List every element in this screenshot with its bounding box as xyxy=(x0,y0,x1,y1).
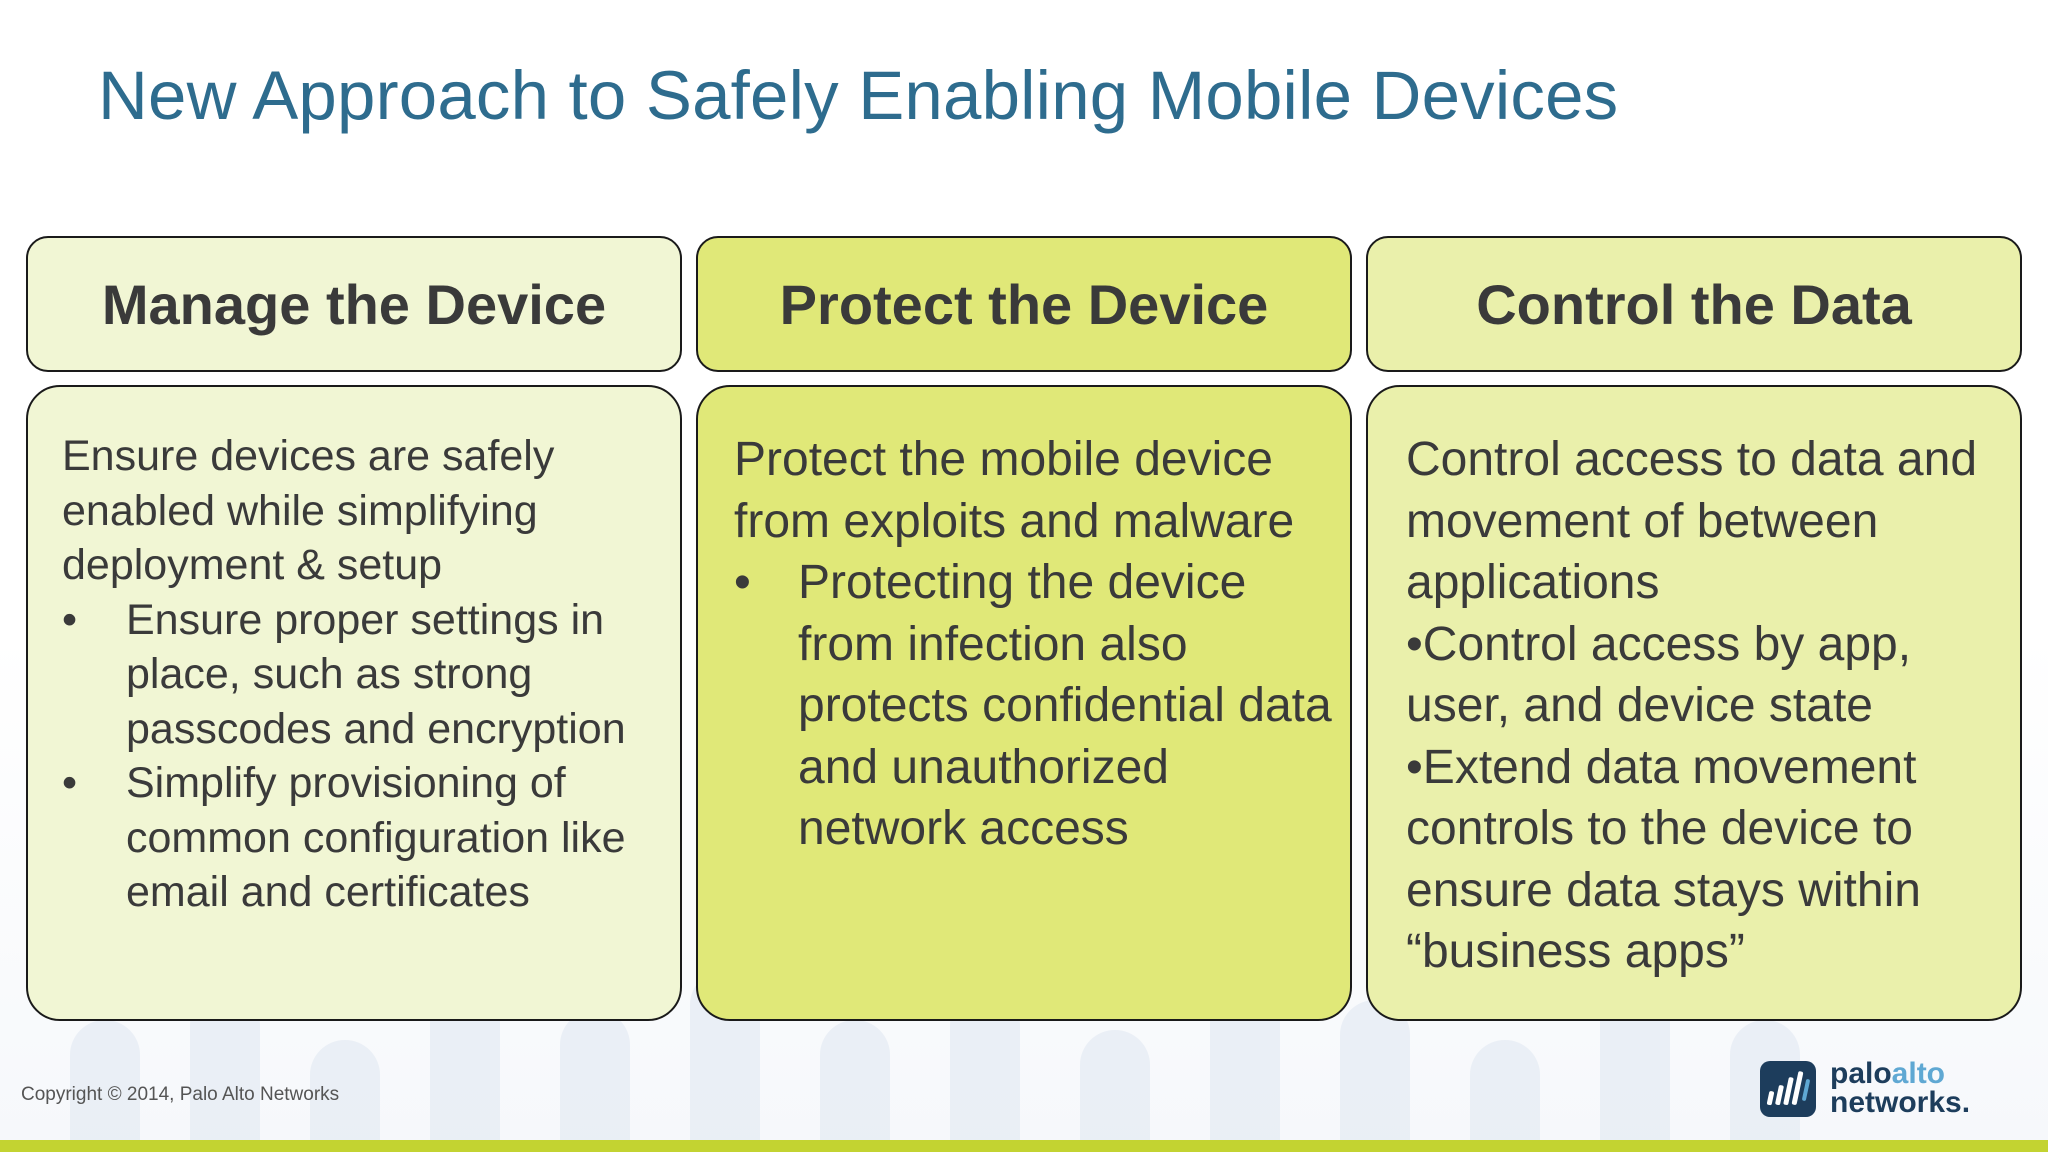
list-item xyxy=(62,756,660,920)
footer-accent-bar xyxy=(0,1140,2048,1152)
column-intro: Ensure devices are safely enabled while simplifying deployment & setup xyxy=(62,432,555,589)
logo-word-alto: alto xyxy=(1891,1057,1946,1090)
bullet-list xyxy=(62,593,660,920)
column-body xyxy=(26,385,682,1021)
list-item xyxy=(734,552,1334,860)
palo-alto-networks-logo-icon xyxy=(1760,1061,1816,1117)
column-body xyxy=(696,385,1352,1021)
column-intro: Protect the mobile device from exploits and malware xyxy=(734,433,1295,548)
column-header: Control the Data xyxy=(1366,236,2022,372)
bullet-marker: • xyxy=(734,556,751,609)
logo-word-networks: networks. xyxy=(1830,1086,1971,1119)
column-intro: Control access to data and movement of between applications xyxy=(1406,433,1978,609)
bullet-marker: • xyxy=(62,595,78,644)
list-item: •Extend data movement controls to the device to ensure data stays within “business apps” xyxy=(1406,740,1921,978)
list-item xyxy=(62,593,660,757)
list-item: •Control access by app, user, and device state xyxy=(1406,617,1912,732)
company-logo xyxy=(1760,1057,1980,1120)
logo-wordmark xyxy=(1830,1059,1970,1117)
bullet-marker: • xyxy=(62,759,78,807)
column-body xyxy=(1366,385,2022,1021)
column-protect-device xyxy=(696,236,1352,855)
bullet-list xyxy=(734,552,1334,860)
logo-word-palo: palo xyxy=(1830,1057,1892,1090)
column-control-data xyxy=(1366,236,2022,978)
bullet-text: Simplify provisioning of common configuration like email and certificates xyxy=(126,759,626,916)
column-header: Protect the Device xyxy=(696,236,1352,372)
bullet-text: Ensure proper settings in place, such as strong passcodes and encryption xyxy=(126,595,626,753)
column-manage-device xyxy=(26,236,682,916)
slide-title: New Approach to Safely Enabling Mobile Devices xyxy=(98,57,1619,134)
copyright-text: Copyright © 2014, Palo Alto Networks xyxy=(21,1084,340,1105)
column-header: Manage the Device xyxy=(26,236,682,372)
bullet-text: Protecting the device from infection also protects confidential data and unauthorized network access xyxy=(798,556,1332,855)
